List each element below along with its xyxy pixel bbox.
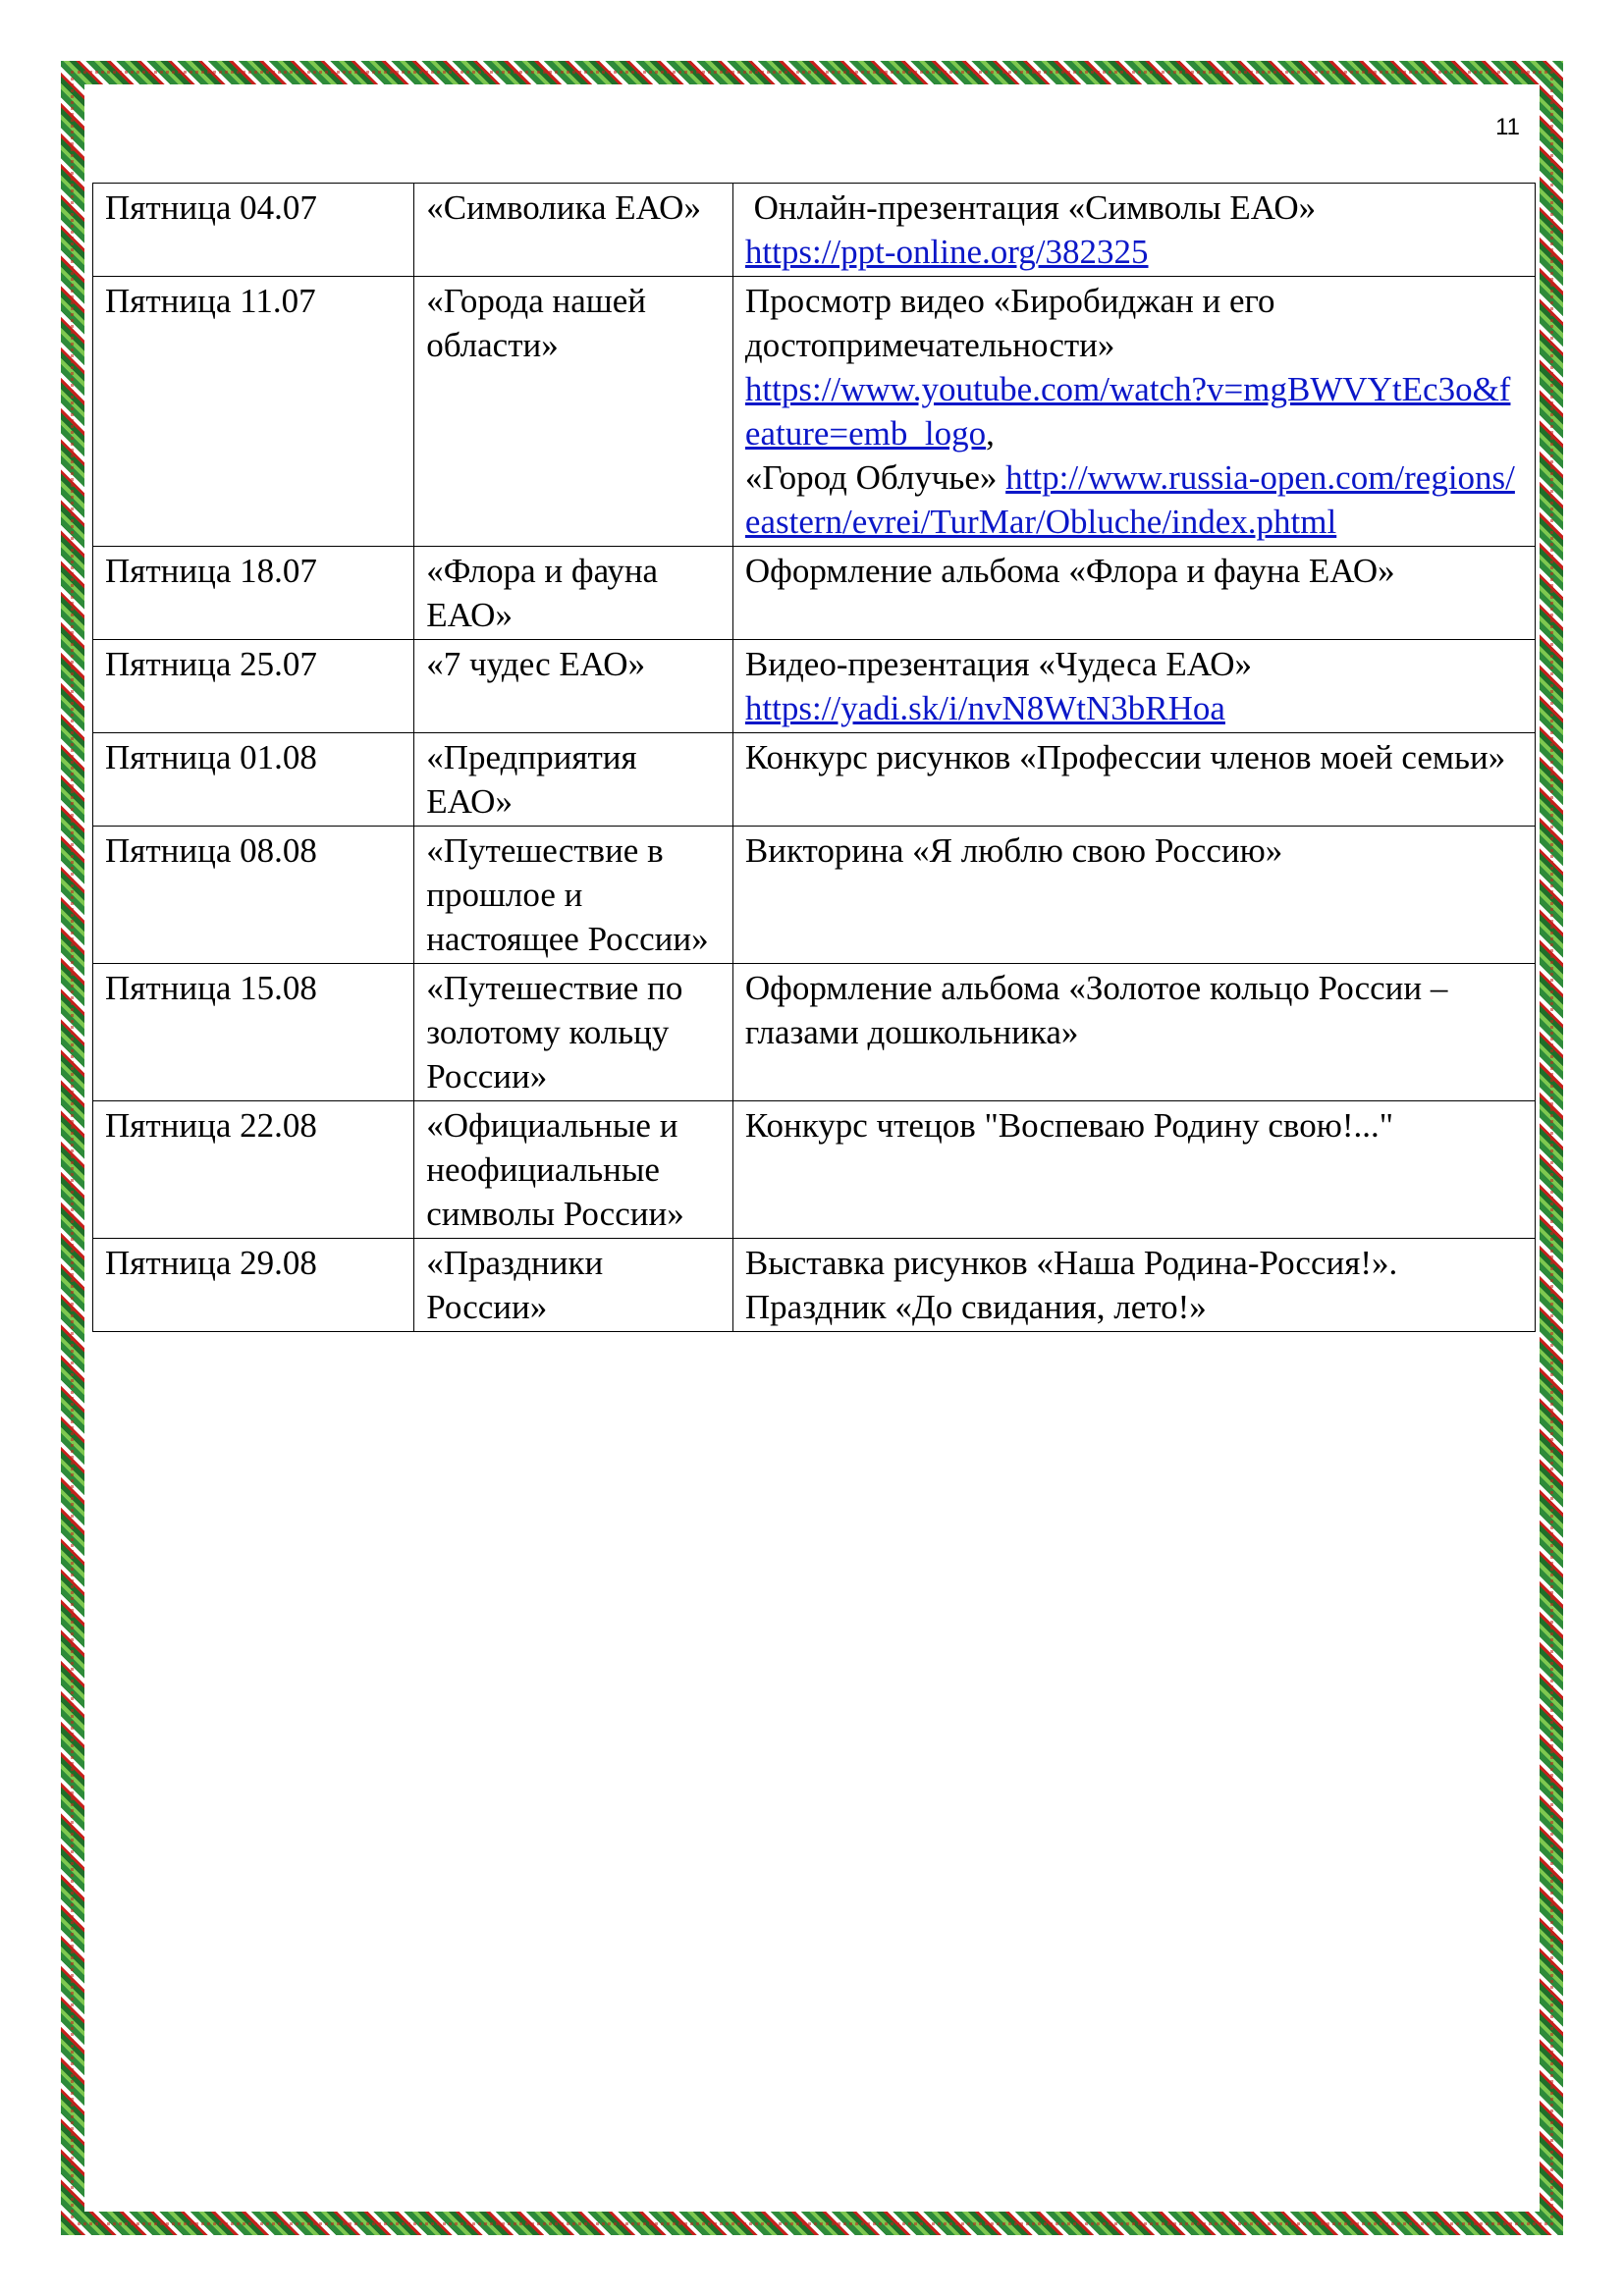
table-row	[93, 547, 1536, 640]
activity-text: Видео-презентация «Чудеса ЕАО»	[744, 645, 1253, 683]
activity-link[interactable]: https://www.youtube.com/watch?v=mgBWVYtEc3o&feature=emb_logo	[744, 370, 1511, 453]
date-cell: Пятница 15.08	[93, 964, 414, 1101]
table-row	[93, 640, 1536, 733]
activity-link[interactable]: http://www.russia-open.com/regions/eastern/evrei/TurMar/Obluche/index.phtml	[744, 458, 1515, 541]
activity-cell	[732, 184, 1535, 277]
activity-text: Конкурс чтецов "Воспеваю Родину свою!..."	[744, 1106, 1394, 1145]
activity-link[interactable]: https://ppt-online.org/382325	[744, 233, 1149, 271]
activity-line	[745, 642, 1523, 686]
activity-line	[745, 1103, 1523, 1148]
activity-text: Оформление альбома «Флора и фауна ЕАО»	[744, 552, 1395, 590]
table-row	[93, 1101, 1536, 1239]
topic-cell: «Предприятия ЕАО»	[414, 733, 733, 827]
table-row	[93, 733, 1536, 827]
activity-line	[745, 1285, 1523, 1329]
topic-cell: «Символика ЕАО»	[414, 184, 733, 277]
activity-cell	[732, 964, 1535, 1101]
activity-cell	[732, 547, 1535, 640]
table-row	[93, 827, 1536, 964]
activity-cell	[732, 277, 1535, 547]
activity-line	[745, 686, 1523, 730]
activity-line	[745, 735, 1523, 779]
topic-cell: «Путешествие по золотому кольцу России»	[414, 964, 733, 1101]
activity-cell	[732, 733, 1535, 827]
activity-line	[745, 455, 1523, 544]
activity-text: Праздник «До свидания, лето!»	[744, 1288, 1207, 1326]
date-cell: Пятница 01.08	[93, 733, 414, 827]
activity-line	[745, 279, 1523, 367]
activity-line	[745, 966, 1523, 1054]
schedule-body	[93, 184, 1536, 1332]
activity-text: Просмотр видео «Биробиджан и его достопримечательности»	[744, 282, 1284, 364]
page-number: 11	[1495, 114, 1520, 140]
activity-cell	[732, 1239, 1535, 1332]
date-cell: Пятница 08.08	[93, 827, 414, 964]
activity-cell	[732, 827, 1535, 964]
activity-cell	[732, 1101, 1535, 1239]
activity-text: Оформление альбома «Золотое кольцо России – глазами дошкольника»	[744, 969, 1457, 1051]
date-cell: Пятница 11.07	[93, 277, 414, 547]
date-cell: Пятница 18.07	[93, 547, 414, 640]
table-row	[93, 964, 1536, 1101]
topic-cell: «Города нашей области»	[414, 277, 733, 547]
topic-cell: «Праздники России»	[414, 1239, 733, 1332]
activity-line	[745, 1241, 1523, 1285]
activity-cell	[732, 640, 1535, 733]
topic-cell: «Официальные и неофициальные символы России»	[414, 1101, 733, 1239]
activity-link[interactable]: https://yadi.sk/i/nvN8WtN3bRHoa	[744, 689, 1225, 727]
date-cell: Пятница 22.08	[93, 1101, 414, 1239]
date-cell: Пятница 29.08	[93, 1239, 414, 1332]
activity-line	[745, 230, 1523, 274]
date-cell: Пятница 25.07	[93, 640, 414, 733]
table-row	[93, 277, 1536, 547]
activity-text: Викторина «Я люблю свою Россию»	[744, 831, 1283, 870]
activity-line	[745, 367, 1523, 455]
table-row	[93, 184, 1536, 277]
activity-text: Конкурс рисунков «Профессии членов моей семьи»	[744, 738, 1506, 776]
activity-text: Выставка рисунков «Наша Родина-Россия!».	[744, 1244, 1398, 1282]
topic-cell: «7 чудес ЕАО»	[414, 640, 733, 733]
schedule-table	[92, 183, 1536, 1332]
activity-text: Онлайн-презентация «Символы ЕАО»	[744, 188, 1317, 227]
activity-suffix: ,	[986, 414, 995, 453]
date-cell: Пятница 04.07	[93, 184, 414, 277]
activity-line	[745, 828, 1523, 873]
topic-cell: «Флора и фауна ЕАО»	[414, 547, 733, 640]
activity-text: «Город Облучье»	[744, 458, 1006, 497]
activity-line	[745, 186, 1523, 230]
activity-line	[745, 549, 1523, 593]
table-row	[93, 1239, 1536, 1332]
topic-cell: «Путешествие в прошлое и настоящее России»	[414, 827, 733, 964]
